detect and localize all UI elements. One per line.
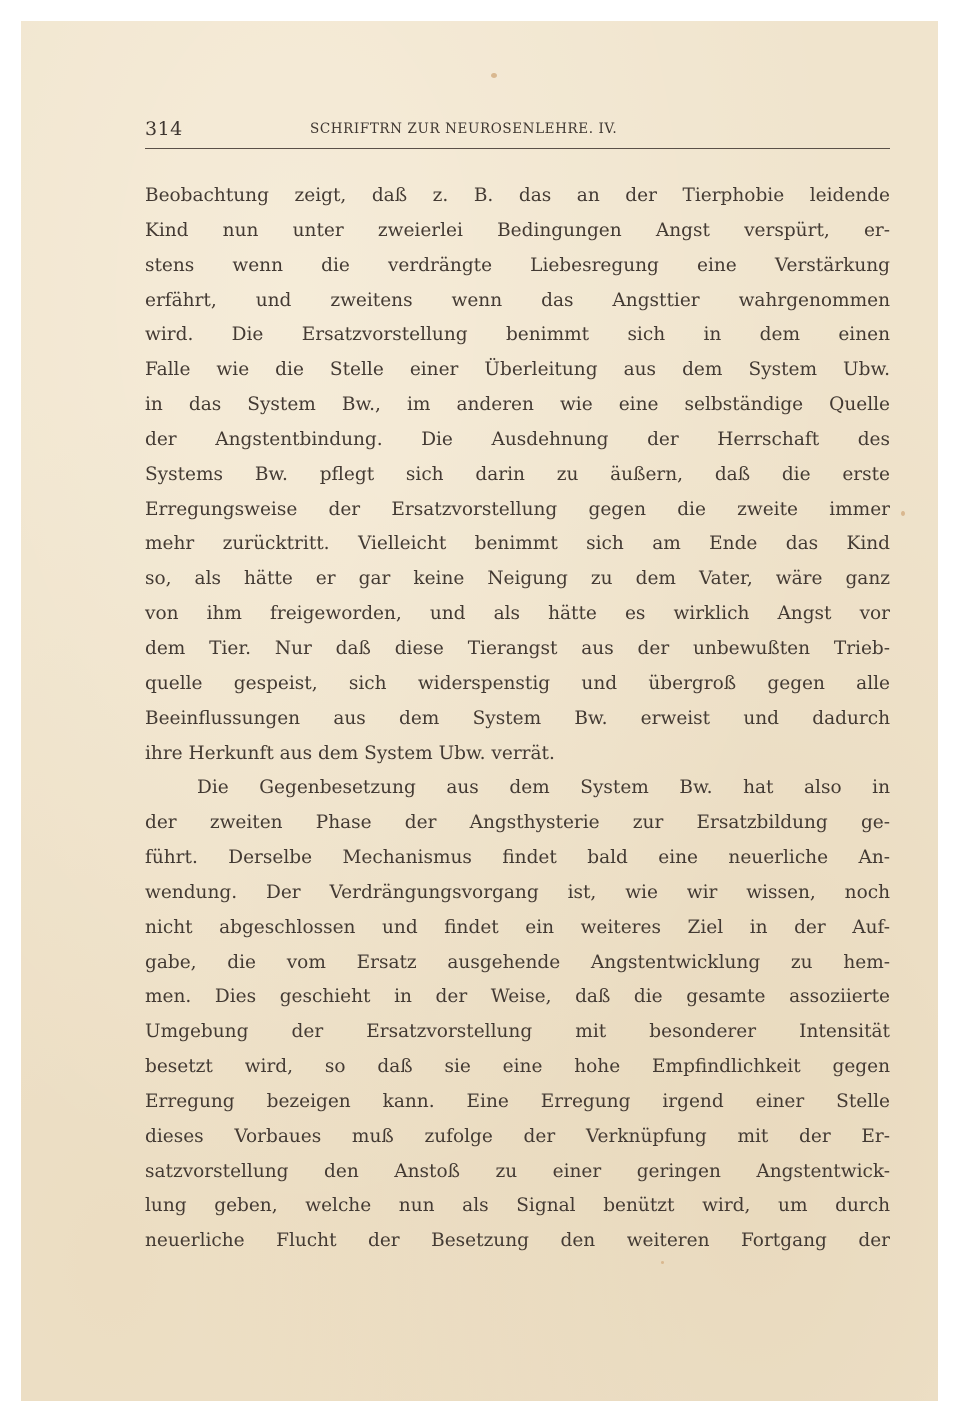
running-title: SCHRIFTRN ZUR NEUROSENLEHRE. IV. xyxy=(310,121,618,137)
text-line: besetzt wird, so daß sie eine hohe Empfindlichkeit gegen xyxy=(145,1056,890,1078)
running-head xyxy=(145,118,890,148)
text-line: erfährt, und zweitens wenn das Angsttier wahrgenommen xyxy=(145,289,890,311)
text-line: Systems Bw. pflegt sich darin zu äußern, daß die erste xyxy=(145,463,890,485)
text-line: dieses Vorbaues muß zufolge der Verknüpfung mit der Er- xyxy=(145,1125,890,1147)
text-line: Kind nun unter zweierlei Bedingungen Angst verspürt, er- xyxy=(145,219,890,241)
text-line: neuerliche Flucht der Besetzung den weiteren Fortgang der xyxy=(145,1230,890,1252)
paragraph-first-line: Die Gegenbesetzung aus dem System Bw. hat also in xyxy=(197,777,890,799)
text-line: gabe, die vom Ersatz ausgehende Angstentwicklung zu hem- xyxy=(145,951,890,973)
text-line: Beeinflussungen aus dem System Bw. erweist und dadurch xyxy=(145,707,890,729)
text-line: der Angstentbindung. Die Ausdehnung der Herrschaft des xyxy=(145,428,890,450)
text-line: führt. Derselbe Mechanismus findet bald eine neuerliche An- xyxy=(145,847,890,869)
paper-speck xyxy=(901,511,905,516)
text-line: in das System Bw., im anderen wie eine selbständige Quelle xyxy=(145,394,890,416)
text-line: von ihm freigeworden, und als hätte es wirklich Angst vor xyxy=(145,603,890,625)
text-line: Beobachtung zeigt, daß z. B. das an der Tierphobie leidende xyxy=(145,185,890,206)
text-line: Erregungsweise der Ersatzvorstellung gegen die zweite immer xyxy=(145,498,890,520)
text-line: stens wenn die verdrängte Liebesregung eine Verstärkung xyxy=(145,254,890,276)
text-line: der zweiten Phase der Angsthysterie zur Ersatzbildung ge- xyxy=(145,812,890,834)
paper-speck xyxy=(491,73,497,78)
text-line: nicht abgeschlossen und findet ein weiteres Ziel in der Auf- xyxy=(145,916,890,938)
paper-speck xyxy=(661,1261,664,1264)
header-rule xyxy=(145,148,890,149)
paragraph-end-line: ihre Herkunft aus dem System Ubw. verrät. xyxy=(145,742,555,764)
text-line: Falle wie die Stelle einer Überleitung aus dem System Ubw. xyxy=(145,359,890,381)
text-line: men. Dies geschieht in der Weise, daß die gesamte assoziierte xyxy=(145,986,890,1008)
text-line: Umgebung der Ersatzvorstellung mit besonderer Intensität xyxy=(145,1021,890,1043)
text-line: satzvorstellung den Anstoß zu einer geringen Angstentwick- xyxy=(145,1160,890,1182)
text-line: wird. Die Ersatzvorstellung benimmt sich in dem einen xyxy=(145,324,890,346)
body-text xyxy=(145,179,890,1259)
text-line: wendung. Der Verdrängungsvorgang ist, wie wir wissen, noch xyxy=(145,881,890,903)
text-line: quelle gespeist, sich widerspenstig und übergroß gegen alle xyxy=(145,672,890,694)
page-number: 314 xyxy=(145,118,183,140)
text-line: mehr zurücktritt. Vielleicht benimmt sich am Ende das Kind xyxy=(145,533,890,555)
text-line: dem Tier. Nur daß diese Tierangst aus der unbewußten Trieb- xyxy=(145,637,890,659)
text-line: lung geben, welche nun als Signal benützt wird, um durch xyxy=(145,1195,890,1217)
text-line: so, als hätte er gar keine Neigung zu dem Vater, wäre ganz xyxy=(145,568,890,590)
text-line: Erregung bezeigen kann. Eine Erregung irgend einer Stelle xyxy=(145,1090,890,1112)
